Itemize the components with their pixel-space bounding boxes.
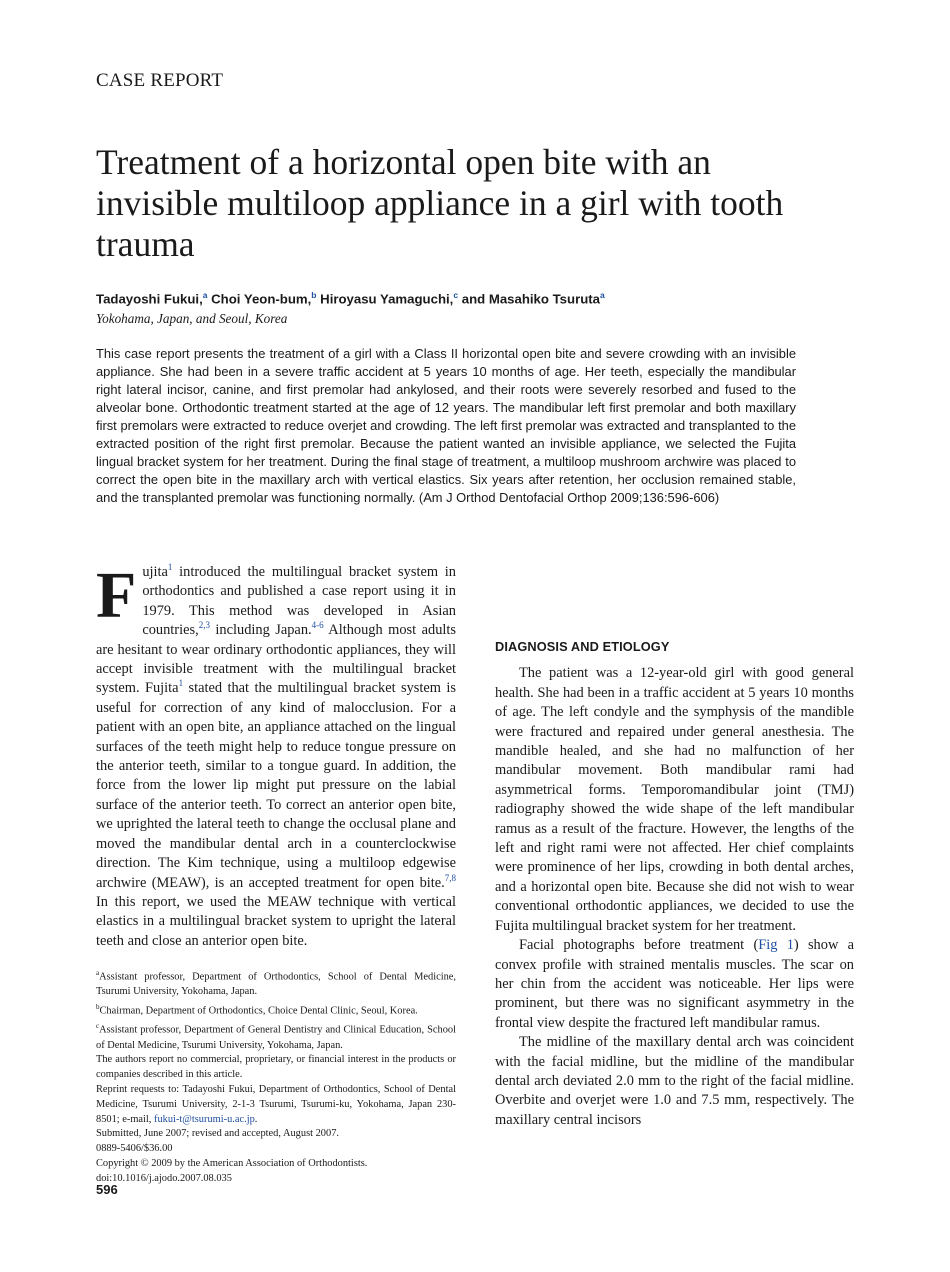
reference-link[interactable]: 1 (167, 562, 173, 573)
intro-text: introduced the multilingual bracket system in orthodontics and published a case report using it in 1979. This method was developed in Asian countries, (142, 564, 456, 639)
footnote-text: Assistant professor, Department of Orthodontics, School of Dental Medicine, Tsurumi University, Yokohama, Japan. (96, 971, 456, 998)
intro-text: stated that the multilingual bracket system is useful for correction of any kind of malocclusion. For a patient with an open bite, an appliance attached on the lingual surfaces of the teeth might help to reduce tongue pressure on the anterior teeth, similar to a tongue guard. In addition, the force from the lower lip might put pressure on the labial surface of the anterior teeth. To correct an anterior open bite, we uprighted the lateral teeth to change the occlusal plane and moved the mandibular dental arch in a counterclockwise direction. The Kim technique, using a multiloop edgewise archwire (MEAW), is an accepted treatment for open bite. (96, 680, 456, 891)
diagnosis-paragraph: The patient was a 12-year-old girl with good general health. She had been in a traffic accident at 5 years 10 months of age. The left condyle and the symphysis of the mandible were fractured and repaired under general anesthesia. The mandible healed, and she had no malfunction of her mandibular movement. Both mandibular rami had asymmetrical forms. Temporomandibular joint (TMJ) radiography showed the wide shape of the left mandibular ramus as a result of the fracture. However, the lengths of the left and right rami were not affected. Her chief complaints were prominence of her lips, crowding in both dental arches, and a horizontal open bite. Because she did not wish to wear conventional orthodontic appliances, we decided to use the Fujita multilingual bracket system for her treatment. (495, 665, 854, 934)
disclosure-note: The authors report no commercial, proprietary, or financial interest in the products or companies described in this article. (96, 1054, 456, 1081)
author-list (96, 290, 605, 306)
author-name: and Masahiko Tsuruta (461, 291, 600, 307)
footnote-c (96, 1019, 456, 1053)
author-affiliation: Yokohama, Japan, and Seoul, Korea (96, 311, 288, 326)
doi: doi:10.1016/j.ajodo.2007.08.035 (96, 1172, 232, 1184)
footnote-mark: a (96, 969, 100, 977)
author-affiliation-mark[interactable]: a (599, 290, 605, 300)
author-name: Choi Yeon-bum, (211, 291, 312, 307)
footnotes (96, 966, 456, 1187)
issn: 0889-5406/$36.00 (96, 1143, 173, 1155)
page-number: 596 (96, 1182, 118, 1197)
reprint-request (96, 1083, 456, 1127)
intro-text: including Japan. (209, 622, 312, 639)
footnote-mark: c (96, 1022, 100, 1031)
left-column (96, 559, 456, 951)
reference-link[interactable]: 1 (178, 678, 184, 689)
paragraph-text: ) show a convex profile with strained mentalis muscles. The scar on her chin from the accident was noticeable. Her lips were prominent, but there was no significant asymmetry in the frontal view despite the fractured left mandibular ramus. (495, 937, 854, 1031)
author-name: Hiroyasu Yamaguchi, (320, 291, 454, 307)
article-title: Treatment of a horizontal open bite with an invisible multiloop appliance in a girl with tooth trauma (96, 142, 784, 264)
intro-text: ujita (142, 564, 168, 580)
reference-link[interactable]: 7,8 (444, 872, 456, 883)
diagnosis-paragraph: The midline of the maxillary dental arch was coincident with the facial midline, but the midline of the mandibular dental arch deviated 2.0 mm to the right of the facial midline. Overbite and overjet were 1.0 and 7.5 mm, respectively. The maxillary central incisors (495, 1034, 854, 1128)
abstract: This case report presents the treatment of a girl with a Class II horizontal open bite and severe crowding with an invisible appliance. She had been in a severe traffic accident at 5 years 10 months of age. Her teeth, especially the mandibular right lateral incisor, canine, and first premolar had ankylosed, and their roots were severely resorbed and fused to the alveolar bone. Orthodontic treatment started at the age of 12 years. The mandibular left first premolar and both maxillary first premolars were extracted to reduce overjet and crowding. The left first premolar was extracted and transplanted to the extracted position of the right first premolar. Because the patient wanted an invisible appliance, we selected the Fujita lingual bracket system for her treatment. During the final stage of treatment, a multiloop mushroom archwire was placed to correct the open bite in the maxillary arch with vertical elastics. Six years after retention, her occlusion remained stable, and the transplanted premolar was functioning normally. (Am J Orthod Dentofacial Orthop 2009;136:596-606) (96, 346, 796, 505)
diagnosis-paragraph (495, 936, 854, 1033)
footnote-mark: b (96, 1003, 100, 1012)
reprint-text: Reprint requests to: Tadayoshi Fukui, Department of Orthodontics, School of Dental Medicine, Tsurumi University, 2-1-3 Tsurumi, Tsurumi-ku, Yokohama, Japan 230-8501; e-mail, (96, 1083, 456, 1125)
footnote-a (96, 966, 456, 1000)
author-name: Tadayoshi Fukui, (96, 291, 203, 307)
reprint-text: . (254, 1113, 258, 1125)
section-label: CASE REPORT (96, 70, 224, 91)
intro-paragraph (96, 559, 456, 951)
figure-link[interactable]: Fig 1 (758, 937, 794, 954)
reference-link[interactable]: 2,3 (198, 620, 210, 631)
column-continuation-spacer (495, 563, 854, 619)
right-column (495, 563, 854, 1130)
author-affiliation-mark[interactable]: b (311, 290, 317, 300)
email-link[interactable]: fukui-t@tsurumi-u.ac.jp (154, 1113, 255, 1125)
drop-cap: F (96, 559, 137, 632)
submission-dates: Submitted, June 2007; revised and accepted, August 2007. (96, 1128, 339, 1140)
author-affiliation-mark[interactable]: c (453, 290, 459, 300)
paragraph-text: Facial photographs before treatment ( (519, 937, 759, 954)
footnote-text: Chairman, Department of Orthodontics, Choice Dental Clinic, Seoul, Korea. (99, 1005, 418, 1017)
intro-text: Although most adults are hesitant to wear ordinary orthodontic appliances, they will accept invisible treatment with the multilingual bracket system. Fujita (96, 622, 456, 697)
author-affiliation-mark[interactable]: a (202, 290, 208, 300)
reference-link[interactable]: 4-6 (311, 620, 324, 631)
intro-text: In this report, we used the MEAW technique with vertical elastics in a multilingual bracket system to upright the lateral teeth and close an anterior open bite. (96, 893, 456, 949)
copyright: Copyright © 2009 by the American Association of Orthodontists. (96, 1157, 368, 1169)
footnote-b (96, 1000, 456, 1019)
section-heading: DIAGNOSIS AND ETIOLOGY (495, 639, 670, 654)
footnote-text: Assistant professor, Department of General Dentistry and Clinical Education, School of Dental Medicine, Tsurumi University, Yokohama, Japan. (96, 1024, 456, 1051)
